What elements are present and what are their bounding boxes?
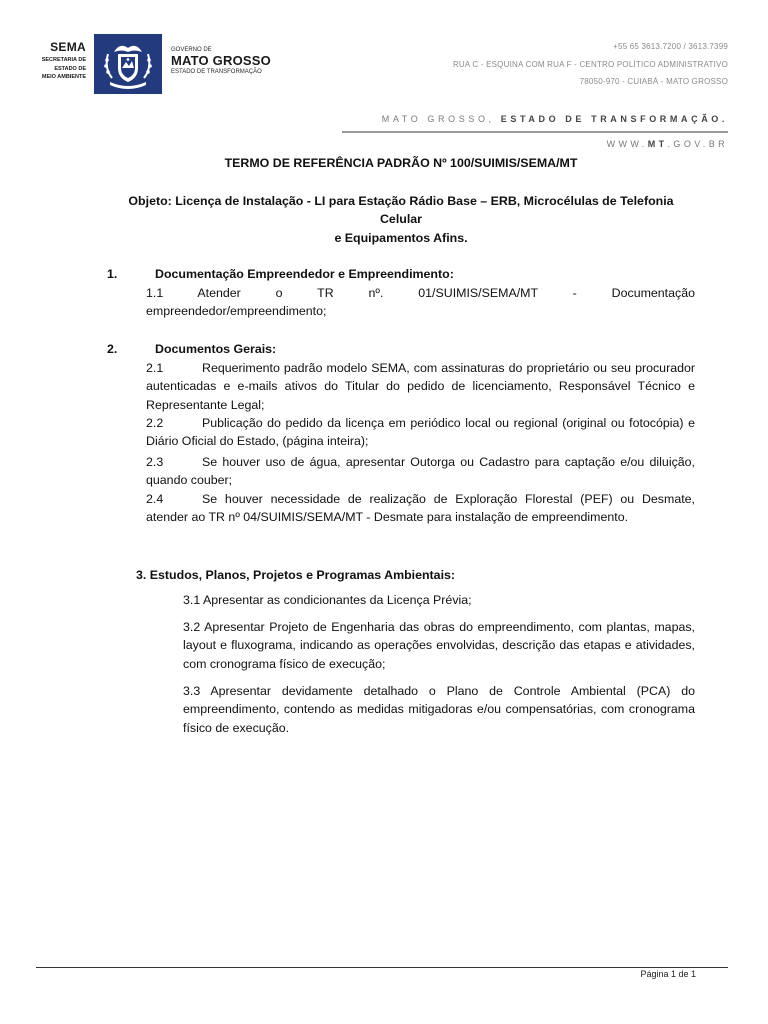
document-objective <box>107 192 695 247</box>
address-line-2: 78050-970 - CUIABÁ - MATO GROSSO <box>579 77 728 86</box>
item-1-1-line-2: empreendedor/empreendimento; <box>146 304 327 319</box>
sema-logo <box>30 40 86 82</box>
item-number: 2.2 <box>146 416 164 430</box>
item-text: Atender o TR nº. 01/SUIMIS/SEMA/MT - Documentação <box>197 286 695 300</box>
sema-line: MEIO AMBIENTE <box>41 74 86 80</box>
header-divider <box>342 131 728 133</box>
state-crest-logo <box>94 34 162 94</box>
gov-state-name: MATO GROSSO <box>171 53 271 68</box>
objective-line-1: Objeto: Licença de Instalação - LI para Estação Rádio Base – ERB, Microcélulas de Telefonia Celular <box>128 194 674 227</box>
phone-numbers: +55 65 3613.7200 / 3613.7399 <box>613 42 728 51</box>
item-2-4 <box>146 490 695 527</box>
item-number: 2.3 <box>146 455 164 469</box>
item-3-1: 3.1 Apresentar as condicionantes da Licença Prévia; <box>183 593 472 607</box>
contact-info <box>453 41 728 94</box>
item-2-2 <box>146 414 695 451</box>
item-text: Requerimento padrão modelo SEMA, com assinaturas do proprietário ou seu procurador autenticadas e e-mails ativos do Titular do pedido de licenciamento, Responsável Técnico e Representante Legal; <box>146 361 695 412</box>
section-number: 1. <box>107 267 118 281</box>
website-link[interactable] <box>607 139 728 149</box>
government-logo-text <box>171 47 271 76</box>
gov-small-label: GOVERNO DE <box>171 47 212 53</box>
item-2-1 <box>146 359 695 414</box>
sema-subtitle <box>30 56 86 82</box>
footer-divider <box>36 967 728 968</box>
section-title: Documentos Gerais: <box>155 342 277 356</box>
website-prefix: WWW. <box>606 139 648 149</box>
website-suffix: .GOV.BR <box>667 139 728 149</box>
gov-tagline: ESTADO DE TRANSFORMAÇÃO <box>171 69 262 75</box>
slogan-part-1: MATO GROSSO, <box>381 114 495 124</box>
item-2-3 <box>146 453 695 490</box>
document-title: TERMO DE REFERÊNCIA PADRÃO Nº 100/SUIMIS/SEMA/MT <box>224 156 578 170</box>
address-line-1: RUA C - ESQUINA COM RUA F - CENTRO POLÍTICO ADMINISTRATIVO <box>452 59 728 69</box>
slogan <box>382 114 728 124</box>
item-number: 2.4 <box>146 492 164 506</box>
website-domain: MT <box>647 139 668 149</box>
objective-line-2: e Equipamentos Afins. <box>334 230 468 245</box>
sema-line: ESTADO DE <box>54 65 86 72</box>
item-text: Se houver uso de água, apresentar Outorga ou Cadastro para captação e/ou diluição, quando couber; <box>146 455 695 488</box>
page-number: Página 1 de 1 <box>640 969 696 979</box>
crest-icon <box>94 34 162 94</box>
section-number: 2. <box>107 342 118 356</box>
sema-line: SECRETARIA DE <box>41 57 86 63</box>
item-text: Se houver necessidade de realização de Exploração Florestal (PEF) ou Desmate, atender ao TR nº 04/SUIMIS/SEMA/MT - Desmate para instalação de empreendimento. <box>146 492 695 525</box>
item-3-2: 3.2 Apresentar Projeto de Engenharia das obras do empreendimento, com plantas, mapas, layout e fluxograma, indicando as operações envolvidas, descrição das etapas e atividades, com cronograma físico de execução; <box>183 620 695 671</box>
section-2-heading <box>107 340 695 358</box>
section-title: Documentação Empreendedor e Empreendimento: <box>155 267 454 281</box>
item-1-1-line-1 <box>146 284 695 302</box>
item-1-1 <box>146 284 695 321</box>
section-3-heading: 3. Estudos, Planos, Projetos e Programas Ambientais: <box>136 568 456 582</box>
slogan-part-2: ESTADO DE TRANSFORMAÇÃO. <box>500 114 728 124</box>
item-number: 2.1 <box>146 361 164 375</box>
sema-title: SEMA <box>50 40 86 54</box>
section-1-heading <box>107 265 695 283</box>
item-number: 1.1 <box>146 286 164 300</box>
item-text: Publicação do pedido da licença em periódico local ou regional (original ou fotocópia) e Diário Oficial do Estado, (página inteira); <box>146 416 695 449</box>
item-3-3: 3.3 Apresentar devidamente detalhado o Plano de Controle Ambiental (PCA) do empreendimento, contendo as medidas mitigadoras e/ou compensatórias, com cronograma físico de execução. <box>183 684 695 735</box>
